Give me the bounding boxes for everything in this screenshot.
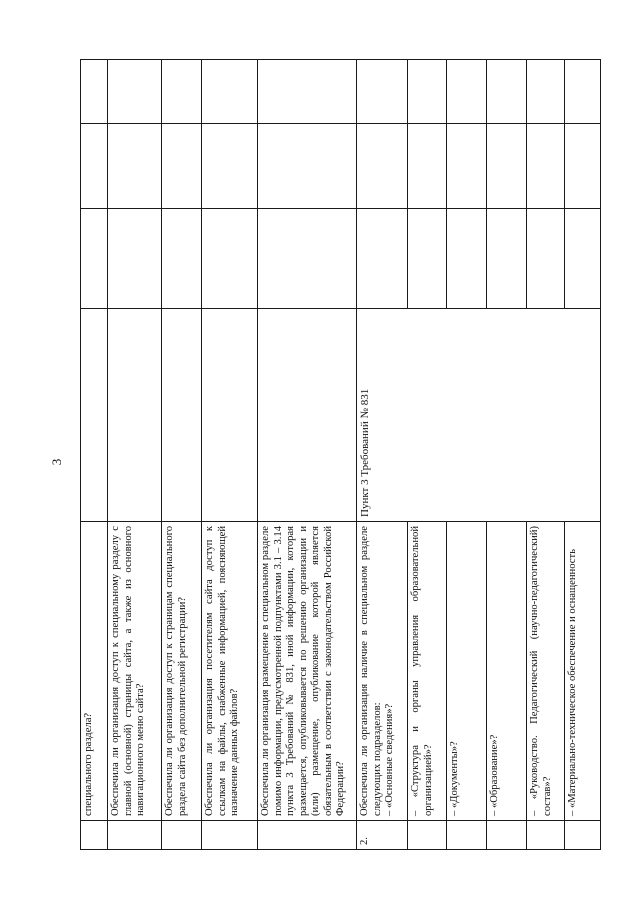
reference-cell [202,309,258,522]
answer-cell [81,124,108,209]
table-row [81,60,108,850]
answer-cell [258,124,357,209]
question-cell: – «Документы»? [447,522,487,821]
question-cell: – «Материально-техническое обеспечение и оснащенность [565,522,601,821]
answer-cell [81,60,108,124]
checklist-table [80,59,601,850]
reference-cell [162,309,202,522]
answer-cell [258,209,357,309]
row-number-cell [527,821,565,850]
answer-cell [408,209,447,309]
reference-cell [108,309,162,522]
question-cell: Обеспечила ли организация посетителям сайта доступ к ссылкам на файлы, снабженные информацией, поясняющей назначение данных файлов? [202,522,258,821]
answer-cell [258,60,357,124]
answer-cell [447,124,487,209]
row-number-cell [487,821,527,850]
table-row [258,60,357,850]
answer-cell [408,60,447,124]
answer-cell [108,209,162,309]
question-cell: Обеспечила ли организация размещение в специальном разделе помимо информации, предусмотренной подпунктами 3.1 – 3.14 пункта 3 Требований № 831, иной информации, которая размещается, опубликовывается по решению организации и (или) размещение, опубликование которой является обязательным в соответствии с законодательством Российской Федерации? [258,522,357,821]
answer-cell [108,124,162,209]
answer-cell [565,209,601,309]
question-cell: – «Образование»? [487,522,527,821]
row-number-cell [202,821,258,850]
answer-cell [202,209,258,309]
page-number: 3 [49,458,64,466]
answer-cell [565,124,601,209]
reference-cell [81,309,108,522]
answer-cell [202,60,258,124]
answer-cell [487,209,527,309]
answer-cell [487,60,527,124]
question-cell: – «Руководство. Педагогический (научно-педагогический) состав»? [527,522,565,821]
answer-cell [357,209,408,309]
row-number-cell [258,821,357,850]
row-number-cell [447,821,487,850]
table-row [357,60,408,850]
answer-cell [81,209,108,309]
reference-cell [258,309,357,522]
table-row [162,60,202,850]
row-number-cell [408,821,447,850]
answer-cell [447,209,487,309]
row-number-cell [162,821,202,850]
question-cell: специального раздела? [81,522,108,821]
question-cell: Обеспечила ли организация доступ к специальному разделу с главной (основной) страницы сайта, а также из основного навигационного меню сайта? [108,522,162,821]
subsection-item: – «Основные сведения»? [384,703,395,816]
answer-cell [357,60,408,124]
checklist-table-container [80,60,600,850]
row-number-cell [108,821,162,850]
answer-cell [408,124,447,209]
reference-cell: Пункт 3 Требований № 831 [357,309,601,522]
answer-cell [565,60,601,124]
row-number-cell: 2. [357,821,408,850]
answer-cell [487,124,527,209]
answer-cell [357,124,408,209]
question-cell [357,522,408,821]
answer-cell [162,60,202,124]
answer-cell [527,60,565,124]
answer-cell [202,124,258,209]
question-cell: – «Структура и органы управления образовательной организацией»? [408,522,447,821]
table-row [202,60,258,850]
row-number-cell [81,821,108,850]
answer-cell [527,124,565,209]
question-cell: Обеспечила ли организация доступ к страницам специального раздела сайта без дополнительной регистрации? [162,522,202,821]
answer-cell [162,209,202,309]
answer-cell [162,124,202,209]
answer-cell [527,209,565,309]
table-row [108,60,162,850]
question-text: Обеспечила ли организация наличие в специальном разделе следующих подразделов: [359,526,383,816]
answer-cell [447,60,487,124]
answer-cell [108,60,162,124]
row-number-cell [565,821,601,850]
